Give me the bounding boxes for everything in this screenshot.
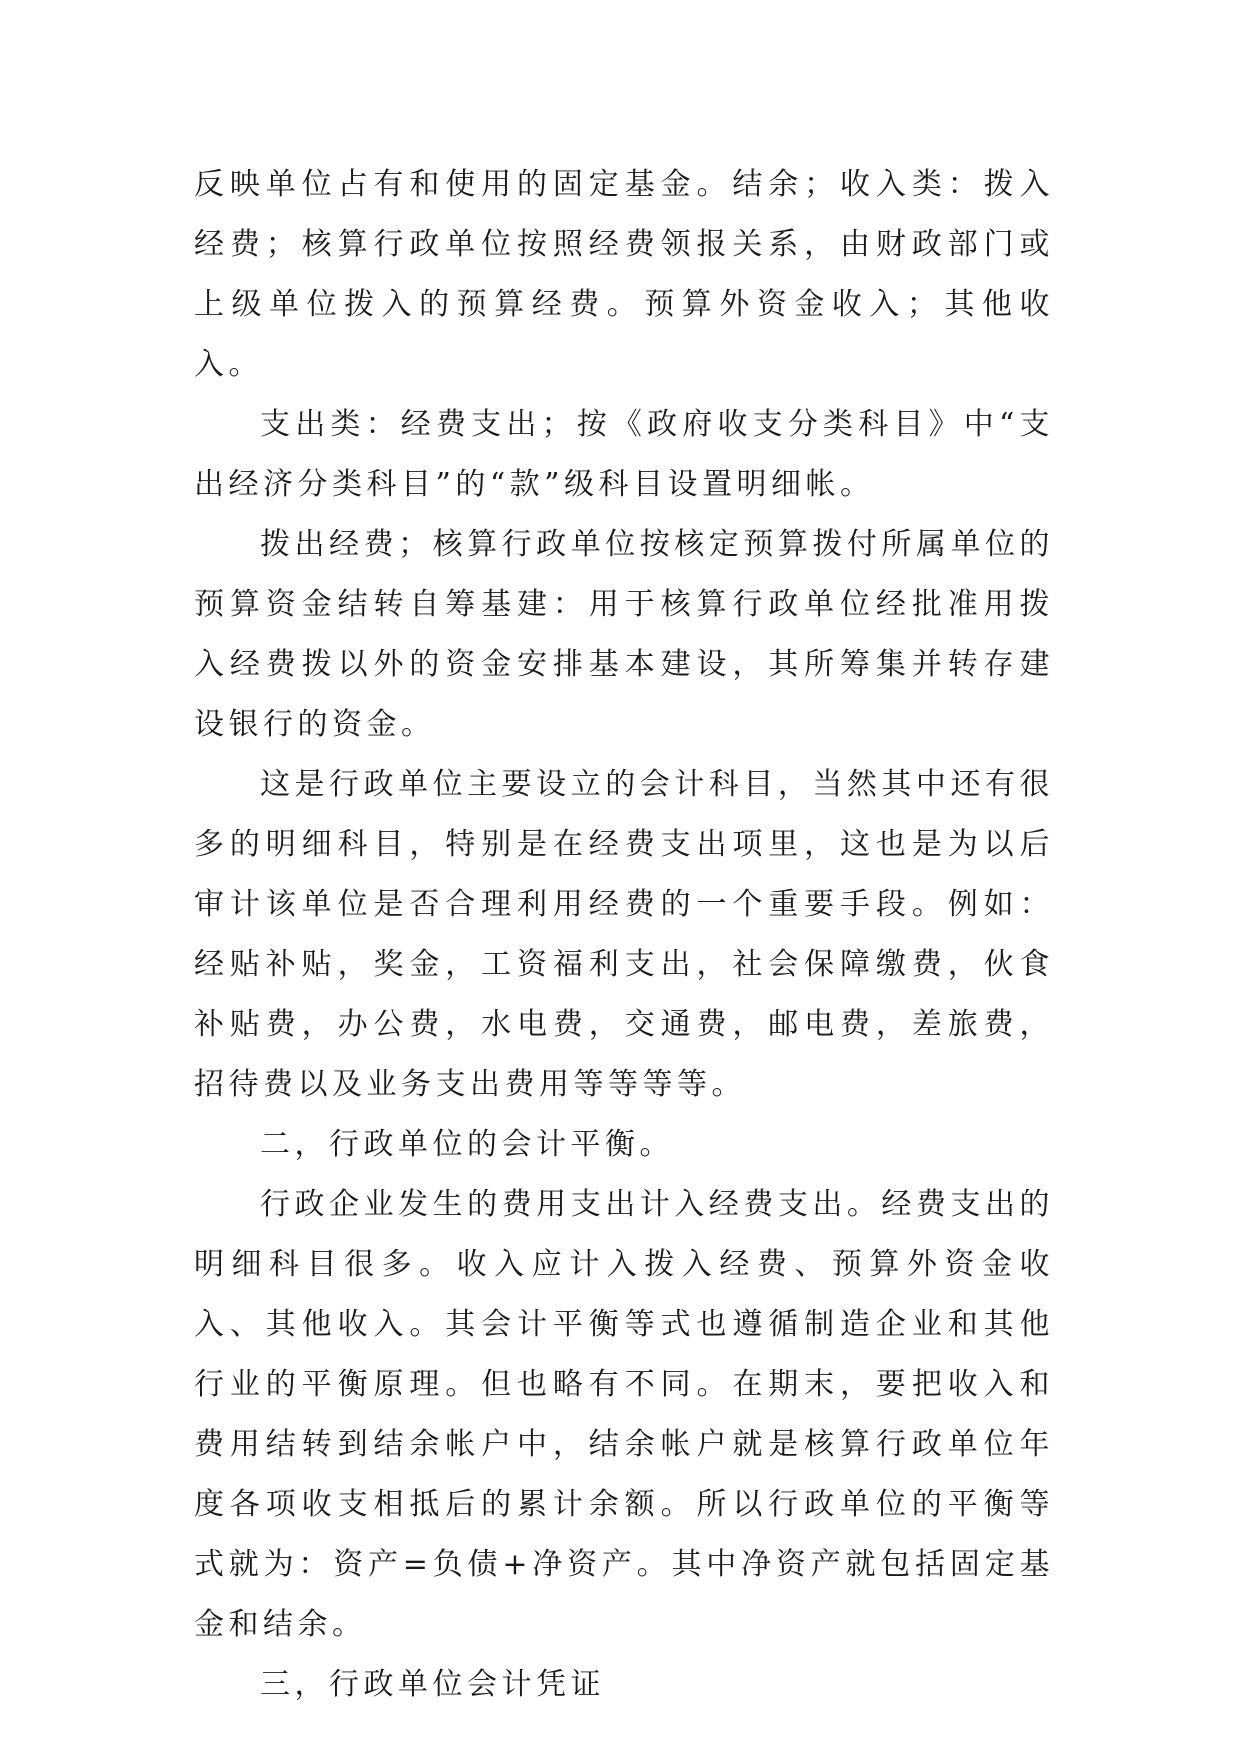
document-body: [194, 155, 1054, 1715]
paragraph-allocated-funds: 拨出经费；核算行政单位按核定预算拨付所属单位的预算资金结转自筹基建：用于核算行政单位经批准用拨入经费拨以外的资金安排基本建设，其所筹集并转存建设银行的资金。: [194, 527, 1054, 742]
paragraph-expenditure-category: 支出类：经费支出；按《政府收支分类科目》中“支出经济分类科目”的“款”级科目设置明细帐。: [194, 407, 1054, 502]
paragraph-balance-equation: 行政企业发生的费用支出计入经费支出。经费支出的明细科目很多。收入应计入拨入经费、预算外资金收入、其他收入。其会计平衡等式也遵循制造企业和其他行业的平衡原理。但也略有不同。在期末，要把收入和费用结转到结余帐户中，结余帐户就是核算行政单位年度各项收支相抵后的累计余额。所以行政单位的平衡等式就为：资产=负债+净资产。其中净资产就包括固定基金和结余。: [194, 1187, 1054, 1642]
section-heading-accounting-vouchers: 三，行政单位会计凭证: [260, 1667, 605, 1702]
paragraph-fixed-fund-and-income: 反映单位占有和使用的固定基金。结余；收入类：拨入经费；核算行政单位按照经费领报关系，由财政部门或上级单位拨入的预算经费。预算外资金收入；其他收入。: [194, 167, 1054, 382]
paragraph-accounting-subjects: 这是行政单位主要设立的会计科目，当然其中还有很多的明细科目，特别是在经费支出项里，这也是为以后审计该单位是否合理利用经费的一个重要手段。例如：经贴补贴，奖金，工资福利支出，社会保障缴费，伙食补贴费，办公费，水电费，交通费，邮电费，差旅费，招待费以及业务支出费用等等等等。: [194, 767, 1054, 1102]
section-heading-accounting-balance: 二，行政单位的会计平衡。: [260, 1127, 674, 1162]
